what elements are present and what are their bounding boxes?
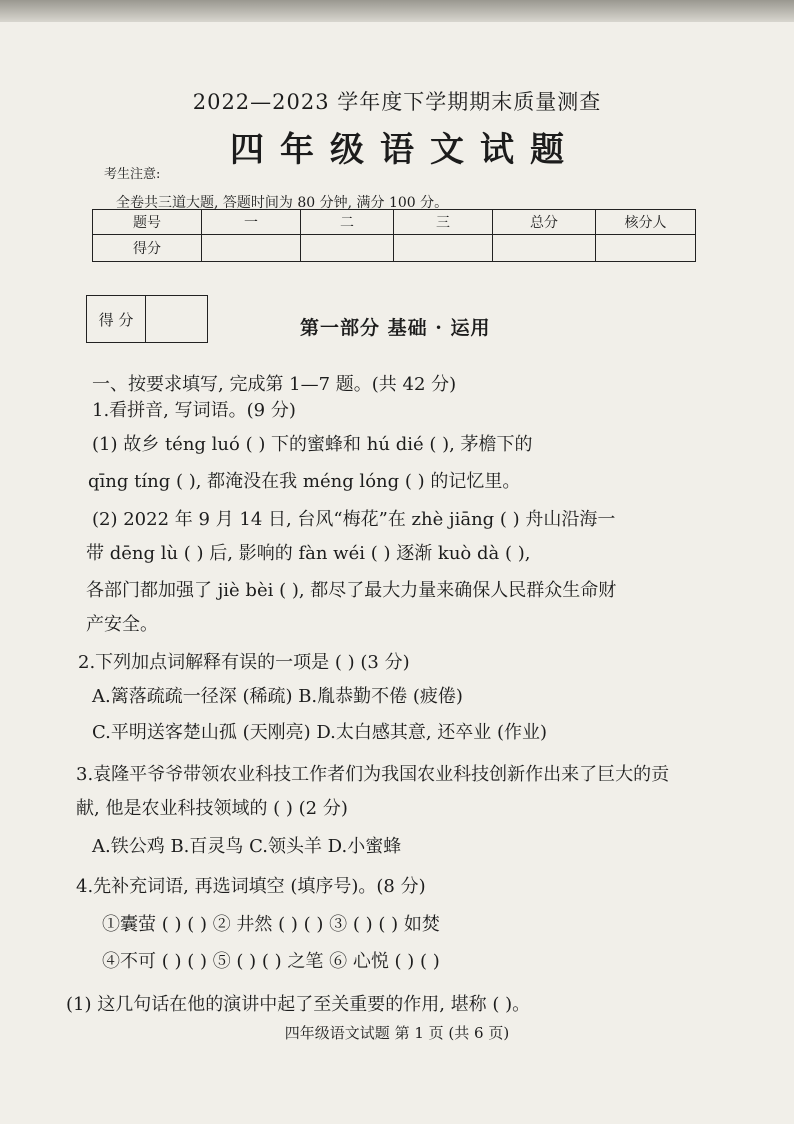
notice-text: 全卷共三道大题, 答题时间为 80 分钟, 满分 100 分。 (116, 195, 449, 211)
section-score-label: 得 分 (87, 296, 146, 342)
score-entry-cell[interactable] (394, 235, 493, 262)
answer-options: A.铁公鸡 B.百灵鸟 C.领头羊 D.小蜜蜂 (92, 836, 402, 857)
word-fill-row: ①囊萤 ( ) ( ) ② 井然 ( ) ( ) ③ ( ) ( ) 如焚 (102, 914, 440, 935)
score-table-cell: 三 (394, 210, 493, 235)
score-table-score-row (93, 235, 696, 262)
answer-options: A.篱落疏疏一径深 (稀疏) B.胤恭勤不倦 (疲倦) (92, 686, 463, 707)
part-title: 第一部分 基础 · 运用 (300, 317, 491, 339)
section-score-box (86, 295, 208, 343)
score-table-header-row (93, 210, 696, 235)
score-entry-cell[interactable] (596, 235, 696, 262)
question-heading: 3.袁隆平爷爷带领农业科技工作者们为我国农业科技创新作出来了巨大的贡 (76, 764, 670, 785)
score-entry-cell[interactable] (202, 235, 301, 262)
answer-options: C.平明送客楚山孤 (天刚亮) D.太白感其意, 还卒业 (作业) (92, 722, 548, 743)
score-table-cell: 核分人 (596, 210, 696, 235)
score-table-cell: 得分 (93, 235, 202, 262)
question-heading: 2.下列加点词解释有误的一项是 ( ) (3 分) (78, 652, 410, 673)
score-table-cell: 题号 (93, 210, 202, 235)
score-table-cell: 一 (202, 210, 301, 235)
score-entry-cell[interactable] (301, 235, 394, 262)
score-table (92, 209, 696, 262)
page-footer: 四年级语文试题 第 1 页 (共 6 页) (284, 1024, 510, 1042)
exam-title: 四年级语文试题 (230, 130, 580, 170)
question-line: 各部门都加强了 jiè bèi ( ), 都尽了最大力量来确保人民群众生命财 (86, 580, 617, 601)
score-entry-cell[interactable] (493, 235, 596, 262)
word-fill-row: ④不可 ( ) ( ) ⑤ ( ) ( ) 之笔 ⑥ 心悦 ( ) ( ) (102, 951, 440, 972)
notice-label: 考生注意: (104, 167, 161, 182)
section-instruction: 一、按要求填写, 完成第 1—7 题。(共 42 分) (92, 374, 457, 395)
question-line: (1) 这几句话在他的演讲中起了至关重要的作用, 堪称 ( )。 (66, 994, 531, 1015)
score-table-cell: 二 (301, 210, 394, 235)
question-heading: 1.看拼音, 写词语。(9 分) (92, 400, 296, 421)
question-line: qīng tíng ( ), 都淹没在我 méng lóng ( ) 的记忆里。 (88, 471, 521, 492)
question-heading: 4.先补充词语, 再选词填空 (填序号)。(8 分) (76, 876, 426, 897)
exam-period-heading: 2022—2023 学年度下学期期末质量测查 (192, 90, 602, 114)
score-table-cell: 总分 (493, 210, 596, 235)
question-line: 献, 他是农业科技领域的 ( ) (2 分) (76, 798, 348, 819)
question-line: (2) 2022 年 9 月 14 日, 台风“梅花”在 zhè jiāng ( ) 舟山沿海一 (92, 509, 616, 530)
question-line: 产安全。 (86, 614, 158, 635)
question-line: 带 dēng lù ( ) 后, 影响的 fàn wéi ( ) 逐渐 kuò dà ( ), (86, 543, 531, 564)
section-score-entry[interactable] (146, 296, 207, 342)
question-line: (1) 故乡 téng luó ( ) 下的蜜蜂和 hú dié ( ), 茅檐下的 (92, 434, 533, 455)
